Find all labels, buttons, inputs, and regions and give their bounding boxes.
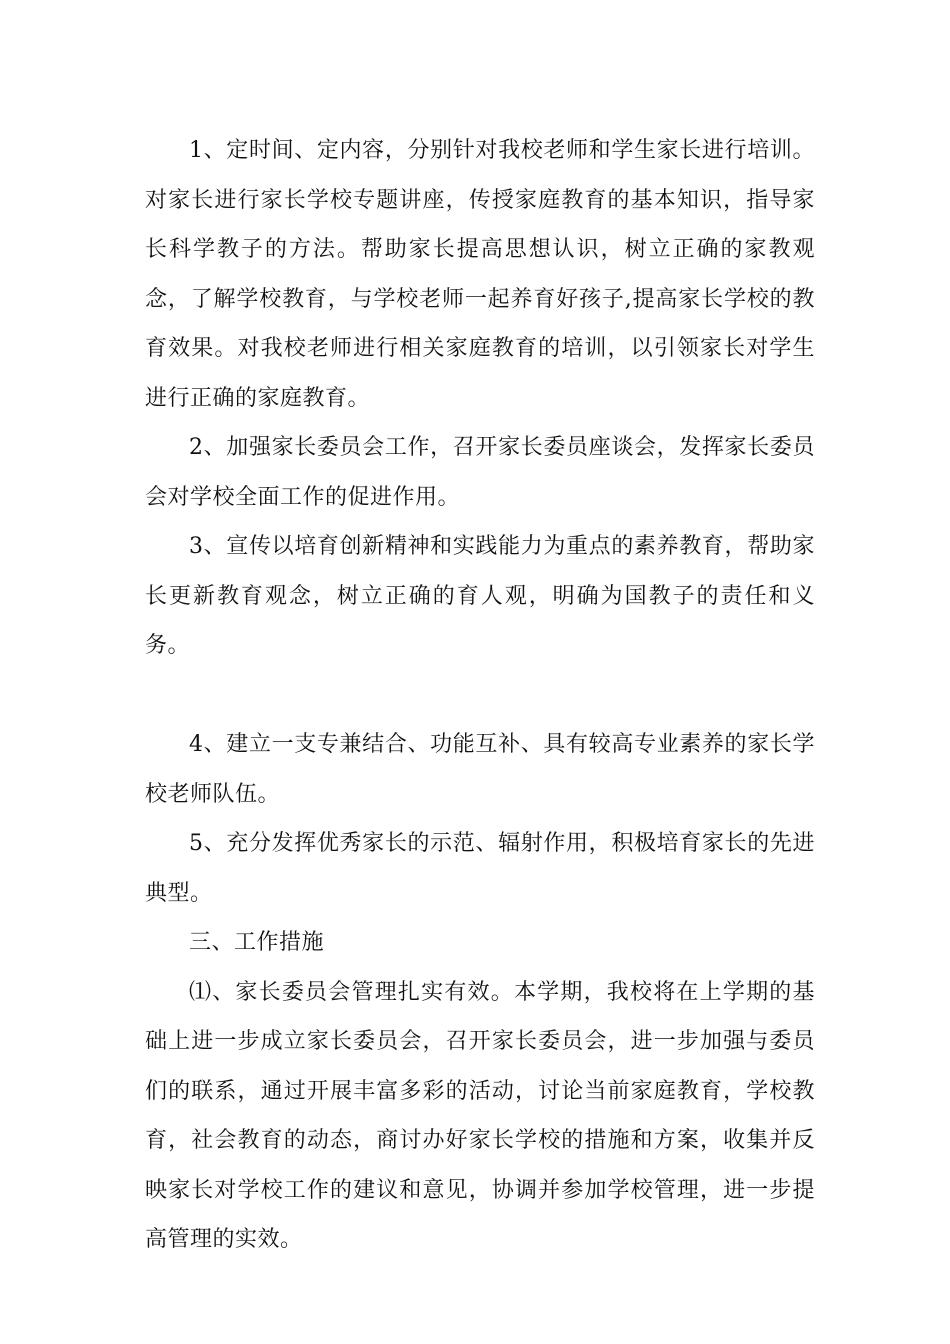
paragraph-exemplary-parents: 5、充分发挥优秀家长的示范、辐射作用，积极培育家长的先进典型。 <box>145 831 815 906</box>
paragraph-committee-management: ⑴、家长委员会管理扎实有效。本学期，我校将在上学期的基础上进一步成立家长委员会，召开家长委员会，进一步加强与委员们的联系，通过开展丰富多彩的活动，讨论当前家庭教育，学校教育，社会教育的动态，商讨办好家长学校的措施和方案，收集并反映家长对学校工作的建议和意见，协调并参加学校管理，进一步提高管理的实效。 <box>145 979 815 1252</box>
section-heading-work-measures: 三、工作措施 <box>189 930 325 955</box>
paragraph-training: 1、定时间、定内容，分别针对我校老师和学生家长进行培训。对家长进行家长学校专题讲座，传授家庭教育的基本知识，指导家长科学教子的方法。帮助家长提高思想认识，树立正确的家教观念，了解学校教育，与学校老师一起养育好孩子,提高家长学校的教育效果。对我校老师进行相关家庭教育的培训，以引领家长对学生进行正确的家庭教育。 <box>145 138 815 411</box>
paragraph-parent-committee: 2、加强家长委员会工作，召开家长委员座谈会，发挥家长委员会对学校全面工作的促进作用。 <box>145 435 815 510</box>
document-body <box>145 126 815 1265</box>
paragraph-teacher-team: 4、建立一支专兼结合、功能互补、具有较高专业素养的家长学校老师队伍。 <box>145 732 815 807</box>
paragraph-quality-education: 3、宣传以培育创新精神和实践能力为重点的素养教育，帮助家长更新教育观念，树立正确的育人观，明确为国教子的责任和义务。 <box>145 534 815 658</box>
